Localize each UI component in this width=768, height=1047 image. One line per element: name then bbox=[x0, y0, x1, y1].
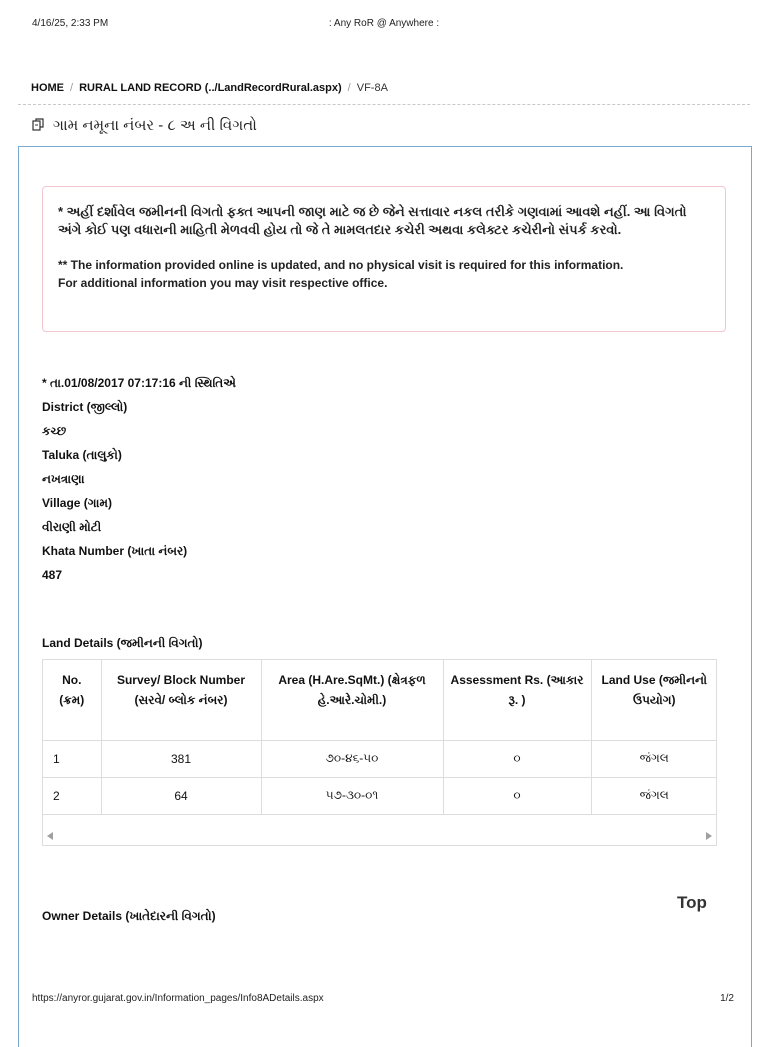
print-footer-url: https://anyror.gujarat.gov.in/Information_pages/Info8ADetails.aspx bbox=[32, 993, 324, 1004]
taluka-value: નખત્રાણા bbox=[42, 472, 85, 486]
cell-land-use: જંગલ bbox=[591, 740, 717, 777]
scroll-left-arrow-icon[interactable] bbox=[47, 832, 53, 840]
column-header-survey-block-number: Survey/ Block Number (સરવે/ બ્લોક નંબર) bbox=[101, 660, 261, 740]
print-footer bbox=[32, 993, 736, 1004]
land-details-table bbox=[43, 660, 717, 815]
district-label: District (જીલ્લો) bbox=[42, 400, 128, 414]
notice-english bbox=[58, 256, 709, 292]
breadcrumb-home-link[interactable]: HOME bbox=[31, 82, 64, 94]
district-value: કચ્છ bbox=[42, 424, 67, 438]
document-icon bbox=[32, 118, 45, 131]
breadcrumb bbox=[31, 82, 388, 94]
cell-area: ૭૦-૪૬-૫૦ bbox=[261, 740, 443, 777]
column-header-no: No. (ક્રમ) bbox=[43, 660, 101, 740]
top-link[interactable]: Top bbox=[677, 893, 707, 912]
cell-assessment: ૦ bbox=[443, 740, 591, 777]
print-page-number: 1/2 bbox=[720, 993, 734, 1004]
cell-area: ૫૭-૩૦-૦૧ bbox=[261, 777, 443, 814]
print-header bbox=[32, 18, 736, 34]
page-title-text: ગામ નમૂના નંબર - ૮ અ ની વિગતો bbox=[53, 117, 257, 134]
notice-english-line1: ** The information provided online is updated, and no physical visit is required for this information. bbox=[58, 258, 624, 272]
column-header-land-use: Land Use (જમીનનો ઉપયોગ) bbox=[591, 660, 717, 740]
cell-no: 2 bbox=[43, 777, 101, 814]
village-value: વીરાણી મોટી bbox=[42, 520, 102, 534]
print-page-title: : Any RoR @ Anywhere : bbox=[328, 18, 440, 29]
cell-land-use: જંગલ bbox=[591, 777, 717, 814]
column-header-assessment: Assessment Rs. (આકાર રૂ. ) bbox=[443, 660, 591, 740]
divider bbox=[18, 104, 750, 105]
disclaimer-notice bbox=[42, 186, 726, 332]
khata-number-value: 487 bbox=[42, 568, 63, 582]
cell-assessment: ૦ bbox=[443, 777, 591, 814]
status-date: * તા.01/08/2017 07:17:16 ની સ્થિતિએ bbox=[42, 376, 236, 390]
land-details-table-container bbox=[42, 659, 717, 846]
record-info bbox=[42, 374, 236, 590]
cell-survey-number: 381 bbox=[101, 740, 261, 777]
horizontal-scrollbar[interactable] bbox=[43, 827, 716, 845]
table-row bbox=[43, 777, 717, 814]
breadcrumb-separator: / bbox=[347, 82, 351, 94]
scroll-right-arrow-icon[interactable] bbox=[706, 832, 712, 840]
notice-gujarati: * અહીં દર્શાવેલ જમીનની વિગતો ફક્ત આપની જાણ માટે જ છે જેને સત્તાવાર નકલ તરીકે ગણવામાં આવશે નહીં. આ વિગતો અંગે કોઈ પણ વધારાની માહિતી મેળવવી હોય તો જે તે મામલતદાર કચેરી અથવા કલેક્ટર કચેરીનો સંપર્ક કરવો. bbox=[58, 204, 687, 237]
notice-english-line2: For additional information you may visit respective office. bbox=[58, 276, 388, 290]
khata-number-label: Khata Number (ખાતા નંબર) bbox=[42, 544, 188, 558]
taluka-label: Taluka (તાલુકો) bbox=[42, 448, 122, 462]
cell-no: 1 bbox=[43, 740, 101, 777]
owner-details-title: Owner Details (ખાતેદારની વિગતો) bbox=[42, 909, 216, 923]
table-row bbox=[43, 740, 717, 777]
village-label: Village (ગામ) bbox=[42, 496, 112, 510]
cell-survey-number: 64 bbox=[101, 777, 261, 814]
column-header-area: Area (H.Are.SqMt.) (ક્ષેત્રફળ હે.આરે.ચોમી.) bbox=[261, 660, 443, 740]
land-details-title: Land Details (જમીનની વિગતો) bbox=[42, 636, 203, 650]
table-header-row bbox=[43, 660, 717, 740]
breadcrumb-current: VF-8A bbox=[356, 82, 388, 94]
breadcrumb-separator: / bbox=[70, 82, 74, 94]
page-title bbox=[32, 117, 257, 134]
breadcrumb-rural-land-record-link[interactable]: RURAL LAND RECORD (../LandRecordRural.aspx) bbox=[79, 82, 342, 94]
print-datetime: 4/16/25, 2:33 PM bbox=[32, 18, 109, 29]
